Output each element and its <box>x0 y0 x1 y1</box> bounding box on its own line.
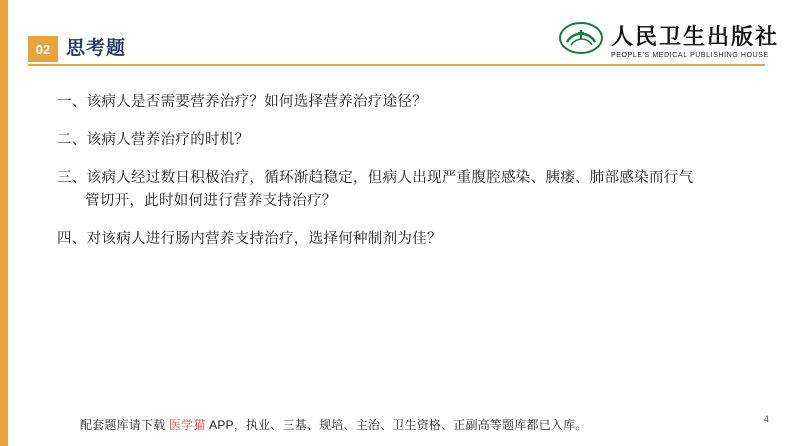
list-item <box>57 229 757 251</box>
page-number: 4 <box>763 414 769 424</box>
footer-suffix: APP，执业、三基、规培、主治、卫生资格、正副高等题库都已入库。 <box>209 418 588 432</box>
publisher-name-en: PEOPLE'S MEDICAL PUBLISHING HOUSE <box>611 52 769 59</box>
footer-note <box>80 416 740 433</box>
footer-prefix: 配套题库请下载 <box>80 418 166 432</box>
question-continuation: 管切开，此时如何进行营养支持治疗？ <box>85 193 337 210</box>
slide-header <box>0 0 793 70</box>
list-item <box>57 130 757 152</box>
list-item <box>57 168 757 214</box>
question-lead: 三、该病人经过数日积极治疗，循环渐趋稳定，但病人出现严重腹腔感染、胰瘘、肺部感染而行气 <box>57 169 694 186</box>
footer-highlight: 医学猫 <box>168 418 206 432</box>
question-lead: 一、该病人是否需要营养治疗？如何选择营养治疗途径？ <box>57 94 427 110</box>
questions-list <box>57 92 757 267</box>
page-title: 思考题 <box>66 38 127 59</box>
question-lead: 四、对该病人进行肠内营养支持治疗，选择何种制剂为佳？ <box>57 231 442 247</box>
publisher-logo <box>559 20 780 66</box>
publisher-name-cn: 人民卫生出版社 <box>611 24 780 50</box>
pmph-emblem-icon <box>559 22 603 54</box>
list-item <box>57 92 757 114</box>
question-lead: 二、该病人营养治疗的时机？ <box>57 131 250 148</box>
slide-number-badge: 02 <box>28 36 58 62</box>
